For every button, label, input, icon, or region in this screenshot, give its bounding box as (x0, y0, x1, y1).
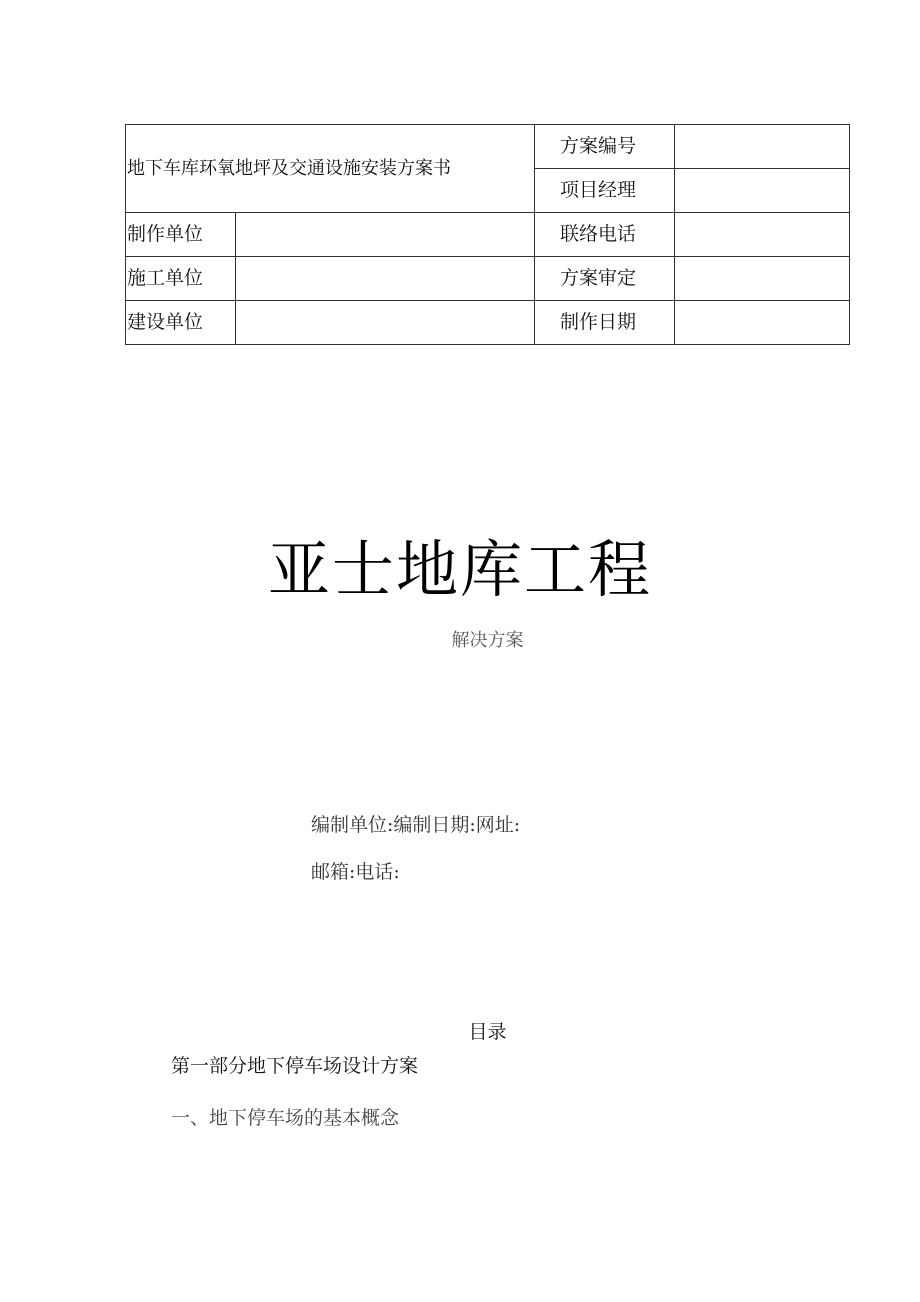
building-unit-value (236, 301, 535, 345)
project-manager-label-cell (535, 169, 675, 213)
scheme-number-value (675, 125, 850, 169)
project-manager-label: 项目经理 (560, 179, 637, 201)
scheme-number-label: 方案编号 (560, 135, 637, 157)
production-date-label: 制作日期 (560, 311, 637, 333)
construction-unit-label: 施工单位 (127, 267, 204, 289)
production-date-label-cell (535, 301, 675, 345)
toc-part-1: 第一部分地下停车场设计方案 (171, 1055, 419, 1077)
cover-subtitle: 解决方案 (451, 630, 524, 651)
project-manager-value (675, 169, 850, 213)
scheme-number-label-cell (535, 125, 675, 169)
project-info-table (125, 124, 850, 345)
toc-section-1: 一、地下停车场的基本概念 (171, 1107, 400, 1129)
project-title-cell (126, 125, 535, 213)
toc-title: 目录 (468, 1021, 507, 1043)
contact-phone-value (675, 213, 850, 257)
production-unit-label-cell (126, 213, 236, 257)
scheme-review-label: 方案审定 (560, 267, 637, 289)
cover-title: 亚士地库工程 (267, 533, 652, 606)
contact-phone-label: 联络电话 (560, 223, 637, 245)
contact-info-line: 邮箱:电话: (311, 861, 400, 883)
production-date-value (675, 301, 850, 345)
building-unit-label: 建设单位 (127, 311, 204, 333)
scheme-review-value (675, 257, 850, 301)
compiler-info-line: 编制单位:编制日期:网址: (311, 814, 521, 836)
construction-unit-value (236, 257, 535, 301)
production-unit-label: 制作单位 (127, 223, 204, 245)
project-title: 地下车库环氧地坪及交通设施安装方案书 (127, 157, 451, 179)
production-unit-value (236, 213, 535, 257)
building-unit-label-cell (126, 301, 236, 345)
scheme-review-label-cell (535, 257, 675, 301)
construction-unit-label-cell (126, 257, 236, 301)
contact-phone-label-cell (535, 213, 675, 257)
